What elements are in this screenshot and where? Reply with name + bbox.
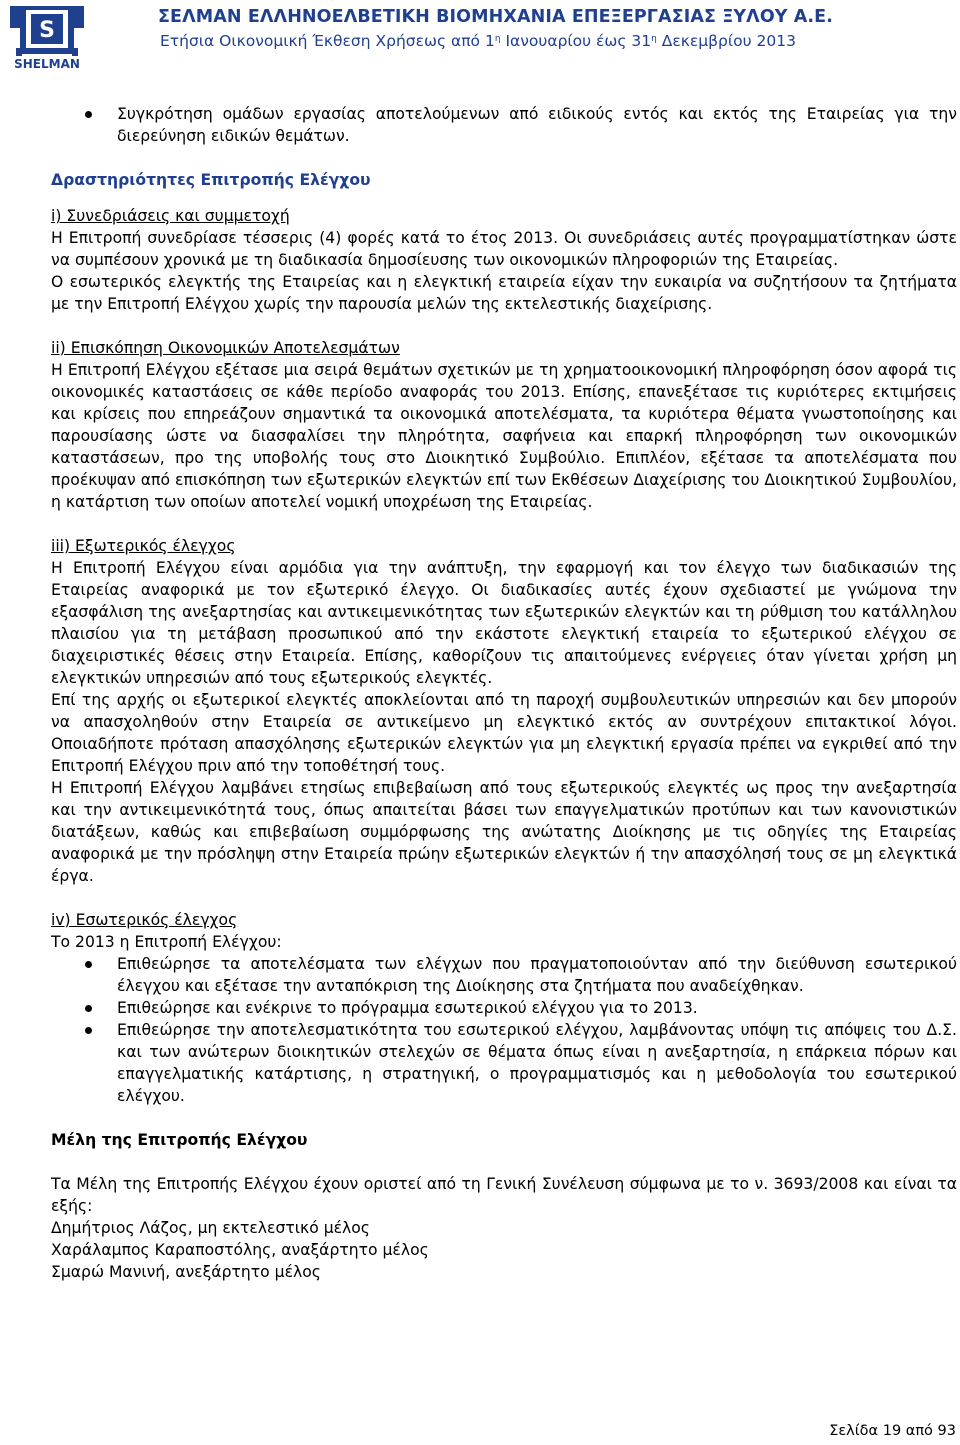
- paragraph: Ο εσωτερικός ελεγκτής της Εταιρείας και η ελεγκτική εταιρεία είχαν την ευκαιρία να συζητήσουν τα ζητήματα με την Επιτροπή Ελέγχου χωρίς την παρουσία μελών της εκτελεστικής διαχείρισης.: [51, 273, 957, 313]
- intro-bullet-list: [51, 103, 957, 147]
- member-item: Δημήτριος Λάζος, μη εκτελεστικό μέλος: [51, 1219, 370, 1237]
- document-body: [51, 103, 957, 1283]
- logo-mark: S: [39, 18, 55, 43]
- section-title-internal-audit: iv) Εσωτερικός έλεγχος: [51, 911, 238, 929]
- section-title-financial-review: ii) Επισκόπηση Οικονομικών Αποτελεσμάτων: [51, 339, 400, 357]
- page-number: Σελίδα 19 από 93: [829, 1423, 956, 1439]
- paragraph: Η Επιτροπή Ελέγχου λαμβάνει ετησίως επιβεβαίωση από τους εξωτερικούς ελεγκτές ως προς την ανεξαρτησία και την αντικειμενικότητά τους, όπως απαιτείται βάσει των επαγγελματικών προτύπων και των κανονιστικών διατάξεων, καθώς και επιβεβαίωση συμμόρφωσης της ανώτατης Διοίκησης με τις οδηγίες της Εταιρείας αναφορικά με την πρόσληψη στην Εταιρεία πρώην εξωτερικών ελεγκτών ή την απασχόλησή τους σε μη ελεγκτικά έργα.: [51, 779, 957, 885]
- report-subtitle: Ετήσια Οικονομική Έκθεση Χρήσεως από $1^\eta$ Ιανουαρίου έως $31^\eta$ Δεκεμβρίου 2013: [160, 32, 796, 50]
- list-item: Επιθεώρησε την αποτελεσματικότητα του εσωτερικού ελέγχου, λαμβάνοντας υπόψη τις απόψεις του Δ.Σ. και των ανώτερων διοικητικών στελεχών σε θέματα όπως είναι η ανεξαρτησία, η επάρκεια πόρων και επαγγελματικής κατάρτισης, η στρατηγική, ο προγραμματισμός και η μεθοδολογία του εσωτερικού ελέγχου.: [51, 1019, 957, 1107]
- shelman-logo: [4, 2, 90, 70]
- paragraph: Η Επιτροπή Ελέγχου εξέτασε μια σειρά θεμάτων σχετικών με τη χρηματοοικονομική πληροφόρηση όσον αφορά τις οικονομικές καταστάσεις σε κάθε περίοδο αναφοράς του 2013. Επίσης, επανεξέτασε τις κυριότερες εκτιμήσεις και κρίσεις που επηρεάζουν σημαντικά τα οικονομικά αποτελέσματα, τα κυριότερα θέματα γνωστοποίησης και παρουσίασης ώστε να διασφαλίσει την πληρότητα, σαφήνεια και επαρκή πληροφόρηση των οικονομικών καταστάσεων, προ της υποβολής τους στο Διοικητικό Συμβούλιο. Επιπλέον, εξέτασε τα αποτελέσματα που προέκυψαν από επισκόπηση των εξωτερικών ελεγκτών επί των Εκθέσεων Διαχείρισης του Διοικητικού Συμβουλίου, η κατάρτιση των οποίων αποτελεί νομική υποχρέωση της Εταιρείας.: [51, 361, 957, 511]
- company-name: ΣΕΛΜΑΝ ΕΛΛΗΝΟΕΛΒΕΤΙΚΗ ΒΙΟΜΗΧΑΝΙΑ ΕΠΕΞΕΡΓΑΣΙΑΣ ΞΥΛΟΥ Α.Ε.: [158, 7, 833, 27]
- members-heading: Μέλη της Επιτροπής Ελέγχου: [51, 1131, 308, 1149]
- section-title-external-audit: iii) Εξωτερικός έλεγχος: [51, 537, 236, 555]
- member-item: Χαράλαμπος Καραποστόλης, αναξάρτητο μέλος: [51, 1241, 429, 1259]
- paragraph: Το 2013 η Επιτροπή Ελέγχου:: [51, 933, 282, 951]
- activities-heading: Δραστηριότητες Επιτροπής Ελέγχου: [51, 171, 371, 189]
- member-item: Σμαρώ Μανινή, ανεξάρτητο μέλος: [51, 1263, 321, 1281]
- paragraph: Η Επιτροπή Ελέγχου είναι αρμόδια για την ανάπτυξη, την εφαρμογή και τον έλεγχο των διαδικασιών της Εταιρείας αναφορικά με τον εξωτερικό έλεγχο. Οι διαδικασίες αυτές έχουν σχεδιαστεί με γνώμονα την εξασφάλιση της ανεξαρτησίας και αντικειμενικότητας των εξωτερικών ελεγκτών και τη ρύθμιση του κατάλληλου πλαισίου για τη μετάβαση προσωπικού από την εκάστοτε ελεγκτική εταιρεία το εξωτερικού ελέγχου σε διαχειριστικές θέσεις στην Εταιρεία. Επίσης, καθορίζουν τις απαιτούμενες ενέργειες όταν γίνεται χρήση μη ελεγκτικών υπηρεσιών από τους εξωτερικούς ελεγκτές.: [51, 559, 957, 687]
- paragraph: Τα Μέλη της Επιτροπής Ελέγχου έχουν οριστεί από τη Γενική Συνέλευση σύμφωνα με το ν. 3693/2008 και είναι τα εξής:: [51, 1175, 957, 1215]
- page-header: [0, 0, 960, 72]
- list-item: Συγκρότηση ομάδων εργασίας αποτελούμενων από ειδικούς εντός και εκτός της Εταιρείας για την διερεύνηση ειδικών θεμάτων.: [51, 103, 957, 147]
- section-title-meetings: i) Συνεδριάσεις και συμμετοχή: [51, 207, 290, 225]
- logo-text: SHELMAN: [14, 57, 80, 70]
- paragraph: Επί της αρχής οι εξωτερικοί ελεγκτές αποκλείονται από τη παροχή συμβουλευτικών υπηρεσιών και δεν μπορούν να απασχοληθούν στην Εταιρεία σε αντικείμενο μη ελεγκτικό εκτός αν συντρέχουν επιτακτικοί λόγοι. Οποιαδήποτε πρόταση απασχόλησης εξωτερικών ελεγκτών για μη ελεγκτική εργασία πρέπει να εγκριθεί από την Επιτροπή Ελέγχου πριν από την τοποθέτησή τους.: [51, 691, 957, 775]
- list-item: Επιθεώρησε τα αποτελέσματα των ελέγχων που πραγματοποιούνταν από την διεύθυνση εσωτερικού έλεγχου και εξέτασε την ανταπόκριση της Διοίκησης στα ζητήματα που αναδείχθηκαν.: [51, 953, 957, 997]
- list-item: Επιθεώρησε και ενέκρινε το πρόγραμμα εσωτερικού ελέγχου για το 2013.: [51, 997, 957, 1019]
- paragraph: Η Επιτροπή συνεδρίασε τέσσερις (4) φορές κατά το έτος 2013. Οι συνεδριάσεις αυτές προγραμματίστηκαν ώστε να συμπέσουν χρονικά με τη διαδικασία δημοσίευσης των οικονομικών πληροφοριών της Εταιρείας.: [51, 229, 957, 269]
- internal-audit-bullet-list: [51, 953, 957, 1107]
